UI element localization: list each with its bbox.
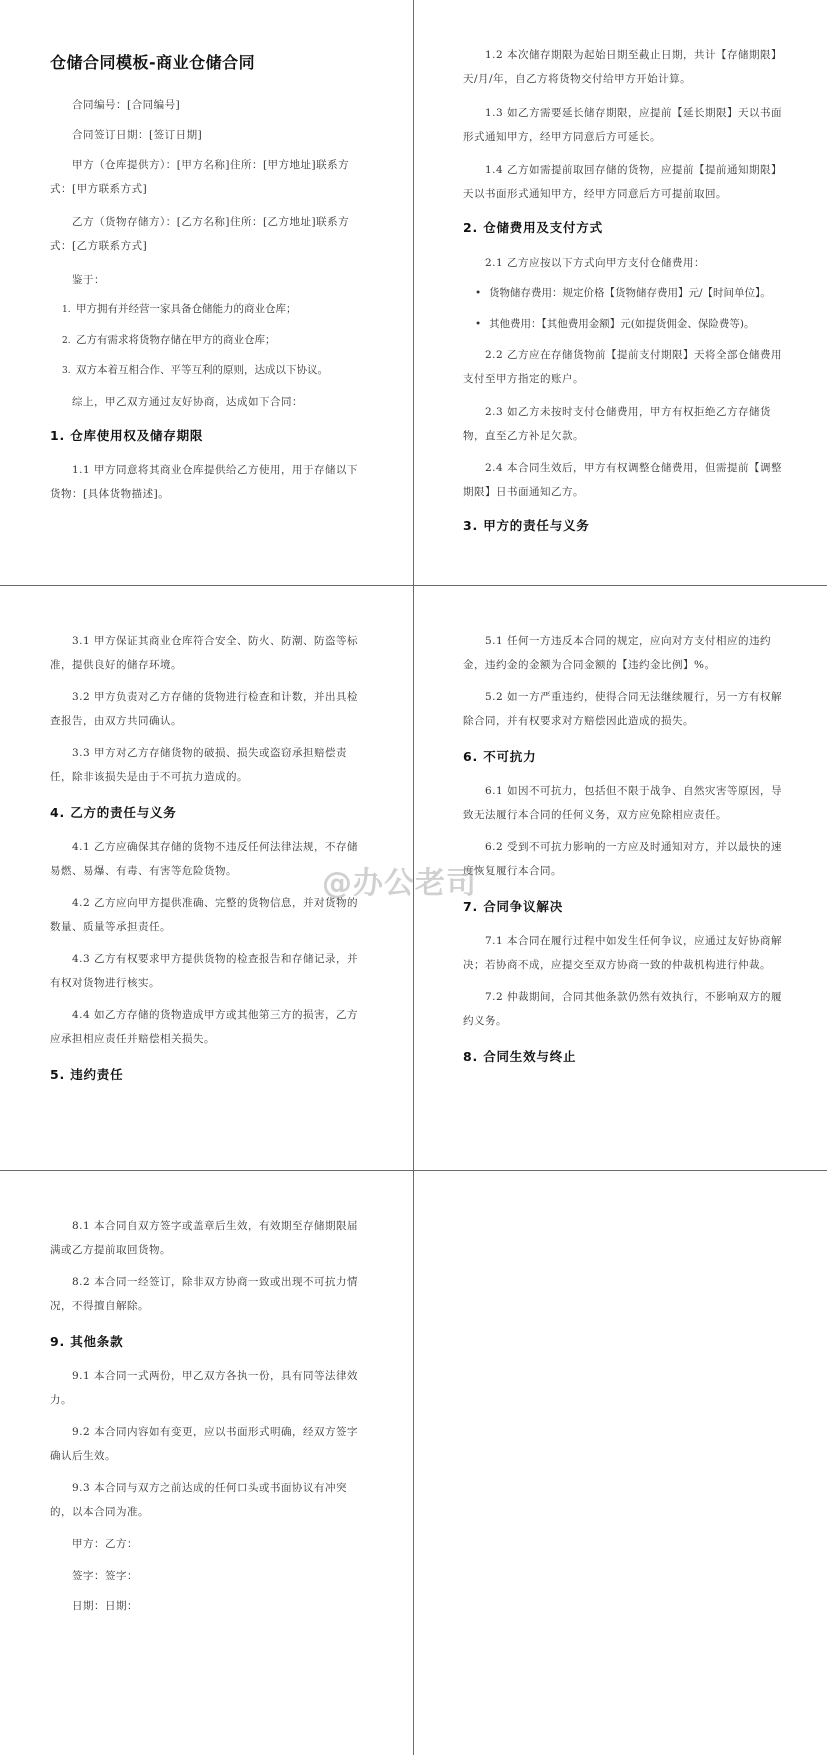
whereas-label: 鉴于：: [72, 274, 105, 286]
clause-5-1: 5.1 任何一方违反本合同的规定，应向对方支付相应的违约金，违约金的金额为合同金额的【违约金比例】%。: [463, 635, 772, 671]
clause-3-1: 3.1 甲方保证其商业仓库符合安全、防火、防潮、防盗等标准，提供良好的储存环境。: [50, 635, 359, 671]
clause-2-2: 2.2 乙方应在存储货物前【提前支付期限】天将全部仓储费用支付至甲方指定的账户。: [463, 349, 783, 385]
clause-1-1: 1.1 甲方同意将其商业仓库提供给乙方使用，用于存储以下货物：[具体货物描述]。: [50, 464, 359, 500]
section-heading: 2. 仓储费用及支付方式: [463, 220, 603, 235]
agreement-statement: 综上，甲乙双方通过友好协商，达成如下合同：: [72, 396, 303, 408]
clause-1-2: 1.2 本次储存期限为起始日期至截止日期，共计【存储期限】天/月/年，自乙方将货物交付给甲方开始计算。: [463, 49, 783, 85]
document-title: 仓储合同模板-商业仓储合同: [50, 53, 256, 72]
signature-parties: 甲方：乙方：: [72, 1538, 138, 1550]
clause-6-1: 6.1 如因不可抗力，包括但不限于战争、自然灾害等原因，导致无法履行本合同的任何义务，双方应免除相应责任。: [463, 785, 783, 821]
recital-item: 3. 双方本着互相合作、平等互利的原则，达成以下协议。: [62, 364, 328, 376]
clause-4-2: 4.2 乙方应向甲方提供准确、完整的货物信息，并对货物的数量、质量等承担责任。: [50, 897, 359, 933]
clause-8-2: 8.2 本合同一经签订，除非双方协商一致或出现不可抗力情况，不得擅自解除。: [50, 1276, 359, 1312]
clause-9-3: 9.3 本合同与双方之前达成的任何口头或书面协议有冲突的，以本合同为准。: [50, 1482, 348, 1518]
clause-1-4: 1.4 乙方如需提前取回存储的货物，应提前【提前通知期限】天以书面形式通知甲方，经甲方同意后方可提前取回。: [463, 164, 783, 200]
section-heading: 3. 甲方的责任与义务: [463, 518, 590, 533]
clause-9-1: 9.1 本合同一式两份，甲乙双方各执一份，具有同等法律效力。: [50, 1370, 359, 1406]
fee-bullet-item: • 货物储存费用：规定价格【货物储存费用】元/【时间单位】。: [475, 287, 771, 299]
contract-number: 合同编号：[合同编号]: [72, 99, 181, 111]
watermark: @办公老司: [322, 866, 477, 901]
clause-1-3: 1.3 如乙方需要延长储存期限，应提前【延长期限】天以书面形式通知甲方，经甲方同意后方可延长。: [463, 107, 783, 143]
section-heading: 5. 违约责任: [50, 1067, 124, 1082]
party-a-info: 甲方（仓库提供方）：[甲方名称]住所：[甲方地址]联系方式：[甲方联系方式]: [50, 159, 350, 195]
clause-5-2: 5.2 如一方严重违约，使得合同无法继续履行，另一方有权解除合同，并有权要求对方赔偿因此造成的损失。: [463, 691, 783, 727]
clause-4-1: 4.1 乙方应确保其存储的货物不违反任何法律法规，不存储易燃、易爆、有毒、有害等危险货物。: [50, 841, 359, 877]
section-heading: 1. 仓库使用权及储存期限: [50, 428, 204, 443]
clause-4-4: 4.4 如乙方存储的货物造成甲方或其他第三方的损害，乙方应承担相应责任并赔偿相关损失。: [50, 1009, 359, 1045]
signature-line: 签字：签字：: [72, 1570, 138, 1582]
contract-sign-date: 合同签订日期：[签订日期]: [72, 129, 203, 141]
clause-7-1: 7.1 本合同在履行过程中如发生任何争议，应通过友好协商解决；若协商不成，应提交至双方协商一致的仲裁机构进行仲裁。: [463, 935, 783, 971]
recital-item: 2. 乙方有需求将货物存储在甲方的商业仓库；: [62, 334, 276, 346]
clause-7-2: 7.2 仲裁期间，合同其他条款仍然有效执行，不影响双方的履约义务。: [463, 991, 783, 1027]
page-divider-horizontal: [0, 1170, 827, 1171]
section-heading: 8. 合同生效与终止: [463, 1049, 577, 1064]
clause-2-1: 2.1 乙方应按以下方式向甲方支付仓储费用：: [485, 257, 706, 269]
signature-date: 日期：日期：: [72, 1600, 138, 1612]
party-b-info: 乙方（货物存储方）：[乙方名称]住所：[乙方地址]联系方式：[乙方联系方式]: [50, 216, 350, 252]
section-heading: 9. 其他条款: [50, 1334, 124, 1349]
clause-9-2: 9.2 本合同内容如有变更，应以书面形式明确，经双方签字确认后生效。: [50, 1426, 359, 1462]
section-heading: 4. 乙方的责任与义务: [50, 805, 177, 820]
section-heading: 7. 合同争议解决: [463, 899, 563, 914]
clause-4-3: 4.3 乙方有权要求甲方提供货物的检查报告和存储记录，并有权对货物进行核实。: [50, 953, 359, 989]
clause-6-2: 6.2 受到不可抗力影响的一方应及时通知对方，并以最快的速度恢复履行本合同。: [463, 841, 783, 877]
clause-8-1: 8.1 本合同自双方签字或盖章后生效，有效期至存储期限届满或乙方提前取回货物。: [50, 1220, 359, 1256]
clause-2-4: 2.4 本合同生效后，甲方有权调整仓储费用，但需提前【调整期限】日书面通知乙方。: [463, 462, 783, 498]
fee-bullet-item: • 其他费用：【其他费用金额】元(如提货佣金、保险费等)。: [475, 318, 755, 330]
clause-2-3: 2.3 如乙方未按时支付仓储费用，甲方有权拒绝乙方存储货物，直至乙方补足欠款。: [463, 406, 772, 442]
section-heading: 6. 不可抗力: [463, 749, 537, 764]
recital-item: 1. 甲方拥有并经营一家具备仓储能力的商业仓库；: [62, 303, 297, 315]
clause-3-3: 3.3 甲方对乙方存储货物的破损、损失或盗窃承担赔偿责任，除非该损失是由于不可抗力造成的。: [50, 747, 348, 783]
clause-3-2: 3.2 甲方负责对乙方存储的货物进行检查和计数，并出具检查报告，由双方共同确认。: [50, 691, 359, 727]
page-divider-horizontal: [0, 585, 827, 586]
